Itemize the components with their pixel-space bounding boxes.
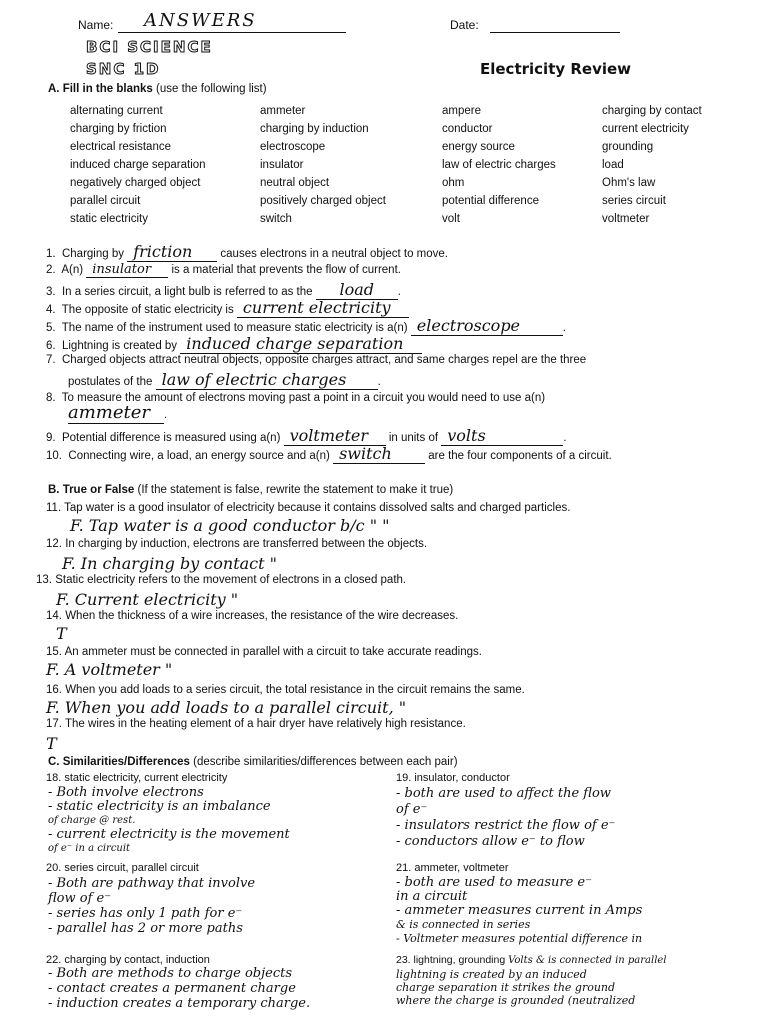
q-text: . bbox=[164, 409, 168, 421]
answer-field[interactable]: law of electric charges bbox=[156, 370, 378, 390]
q-text: . bbox=[377, 376, 381, 388]
word-bank-item: neutral object bbox=[260, 177, 330, 189]
date-field[interactable] bbox=[490, 22, 620, 33]
word-bank-item: switch bbox=[260, 213, 292, 225]
q-text: Static electricity refers to the movement of electrons in a closed path. bbox=[55, 574, 407, 586]
name-field[interactable] bbox=[118, 10, 346, 33]
word-bank-item: ampere bbox=[442, 105, 481, 117]
answer-field[interactable]: induced charge separation bbox=[180, 334, 422, 354]
tf-item-13 bbox=[36, 574, 406, 586]
q21-label: 21. ammeter, voltmeter bbox=[396, 862, 509, 874]
answer-field[interactable]: load bbox=[316, 280, 398, 300]
page-title: Electricity Review bbox=[480, 60, 632, 78]
section-b-heading bbox=[48, 484, 453, 496]
q-num: 7. bbox=[46, 354, 56, 366]
q-text: When you add loads to a series circuit, the total resistance in the circuit remains the same. bbox=[65, 684, 525, 696]
word-bank-item: electroscope bbox=[260, 141, 326, 153]
tf-item-11 bbox=[46, 502, 570, 514]
tf-answer-13[interactable]: F. Current electricity " bbox=[56, 590, 239, 609]
answer-field[interactable]: voltmeter bbox=[284, 426, 386, 446]
tf-answer-17[interactable]: T bbox=[46, 734, 57, 753]
tf-item-15 bbox=[46, 646, 482, 658]
word-bank-item: energy source bbox=[442, 141, 515, 153]
q-num: 12. bbox=[46, 538, 62, 550]
answer-field[interactable]: friction bbox=[127, 242, 217, 262]
section-a-heading bbox=[48, 83, 267, 95]
word-bank-item: charging by induction bbox=[260, 123, 369, 135]
word-bank-item: grounding bbox=[602, 141, 654, 153]
tf-item-16 bbox=[46, 684, 525, 696]
tf-answer-11[interactable]: F. Tap water is a good conductor b/c " " bbox=[70, 516, 390, 535]
q23-answer[interactable] bbox=[396, 968, 635, 1007]
course-line2: SNC 1D bbox=[86, 60, 161, 78]
answer-line: - both are used to measure e⁻ bbox=[396, 875, 592, 890]
q-text: Potential difference is measured using a(n) bbox=[61, 432, 281, 444]
answer-line: - conductors allow e⁻ to flow bbox=[396, 834, 585, 849]
q-num: 3. bbox=[46, 286, 56, 298]
answer-line: flow of e⁻ bbox=[48, 891, 112, 906]
word-bank-item: law of electric charges bbox=[442, 159, 556, 171]
section-b-title: B. True or False bbox=[48, 484, 135, 496]
answer-field[interactable]: insulator bbox=[86, 262, 168, 278]
q-text: Tap water is a good insulator of electricity because it contains dissolved salts and charged particles. bbox=[64, 502, 571, 514]
section-c-title: C. Similarities/Differences bbox=[48, 756, 190, 768]
q-num: 9. bbox=[46, 432, 56, 444]
q-num: 2. bbox=[46, 264, 56, 276]
answer-line: of e⁻ in a circuit bbox=[48, 843, 131, 854]
course-line1: BCI SCIENCE bbox=[86, 38, 213, 56]
word-bank-item: electrical resistance bbox=[70, 141, 171, 153]
word-bank-item: potential difference bbox=[442, 195, 539, 207]
question-7 bbox=[46, 354, 586, 366]
word-bank-item: negatively charged object bbox=[70, 177, 201, 189]
q-text: Charging by bbox=[61, 248, 124, 260]
answer-line: Volts & is connected in parallel bbox=[508, 955, 667, 966]
q22-label: 22. charging by contact, induction bbox=[46, 954, 210, 966]
q-text: To measure the amount of electrons moving past a point in a circuit you would need to use a(n) bbox=[61, 392, 546, 404]
answer-field[interactable]: electroscope bbox=[411, 316, 563, 336]
answer-field[interactable]: switch bbox=[333, 444, 425, 464]
answer-line: - parallel has 2 or more paths bbox=[48, 921, 243, 936]
q-text: causes electrons in a neutral object to move. bbox=[220, 248, 448, 260]
word-bank-item: load bbox=[602, 159, 624, 171]
question-10 bbox=[46, 444, 612, 464]
answer-line: in a circuit bbox=[396, 889, 468, 904]
q18-answer[interactable] bbox=[48, 786, 290, 856]
question-8-line2 bbox=[68, 402, 167, 424]
q20-answer[interactable] bbox=[48, 876, 255, 936]
section-a-note: (use the following list) bbox=[156, 83, 267, 95]
date-label: Date: bbox=[450, 18, 479, 32]
answer-line: - Both are pathway that involve bbox=[48, 876, 256, 891]
q-num: 11. bbox=[46, 502, 62, 514]
q-text: Lightning is created by bbox=[61, 340, 178, 352]
name-value: ANSWERS bbox=[144, 10, 257, 31]
q23-label-text: 23. lightning, grounding bbox=[396, 954, 506, 966]
q20-label: 20. series circuit, parallel circuit bbox=[46, 862, 199, 874]
q-text: . bbox=[397, 286, 401, 298]
word-bank-item: insulator bbox=[260, 159, 304, 171]
section-b-note: (If the statement is false, rewrite the statement to make it true) bbox=[137, 484, 454, 496]
word-bank-item: current electricity bbox=[602, 123, 689, 135]
q-text: postulates of the bbox=[68, 376, 153, 388]
answer-line: - Both are methods to charge objects bbox=[48, 966, 292, 981]
q-num: 5. bbox=[46, 322, 56, 334]
question-3 bbox=[46, 280, 401, 300]
answer-field[interactable]: current electricity bbox=[237, 298, 409, 318]
answer-line: - both are used to affect the flow bbox=[396, 786, 611, 801]
q-text: The opposite of static electricity is bbox=[61, 304, 234, 316]
q-num: 6. bbox=[46, 340, 56, 352]
q18-label: 18. static electricity, current electricity bbox=[46, 772, 228, 784]
word-bank-item: Ohm's law bbox=[602, 177, 656, 189]
q-text: in units of bbox=[388, 432, 439, 444]
word-bank-item: conductor bbox=[442, 123, 493, 135]
q-text: are the four components of a circuit. bbox=[428, 450, 612, 462]
word-bank-item: charging by contact bbox=[602, 105, 702, 117]
answer-line: charge separation it strikes the ground bbox=[396, 981, 616, 994]
word-bank-item: positively charged object bbox=[260, 195, 386, 207]
name-label: Name: bbox=[78, 18, 114, 32]
question-6 bbox=[46, 334, 422, 354]
q-num: 14. bbox=[46, 610, 62, 622]
tf-answer-15[interactable]: F. A voltmeter " bbox=[46, 660, 173, 679]
q-num: 16. bbox=[46, 684, 62, 696]
answer-line: - induction creates a temporary charge. bbox=[48, 996, 311, 1011]
word-bank-item: parallel circuit bbox=[70, 195, 141, 207]
answer-line: - series has only 1 path for e⁻ bbox=[48, 906, 243, 921]
q-text: In a series circuit, a light bulb is referred to as the bbox=[61, 286, 313, 298]
q-text: The wires in the heating element of a hair dryer have relatively high resistance. bbox=[65, 718, 466, 730]
q23-label bbox=[396, 954, 667, 966]
q-num: 8. bbox=[46, 392, 56, 404]
tf-item-17 bbox=[46, 718, 466, 730]
tf-item-14 bbox=[46, 610, 458, 622]
q-num: 10. bbox=[46, 450, 62, 462]
q-num: 17. bbox=[46, 718, 62, 730]
q-num: 15. bbox=[46, 646, 62, 658]
q-text: The name of the instrument used to measure static electricity is a(n) bbox=[61, 322, 408, 334]
answer-field[interactable]: volts bbox=[441, 426, 563, 446]
q-num: 4. bbox=[46, 304, 56, 316]
q-num: 1. bbox=[46, 248, 56, 260]
word-bank-item: volt bbox=[442, 213, 460, 225]
q-text: . bbox=[563, 432, 567, 444]
section-a-title: A. Fill in the blanks bbox=[48, 83, 153, 95]
question-1 bbox=[46, 242, 448, 262]
answer-line: - contact creates a permanent charge bbox=[48, 981, 296, 996]
q-num: 13. bbox=[36, 574, 52, 586]
q-text: A(n) bbox=[61, 264, 84, 276]
question-5 bbox=[46, 316, 566, 336]
tf-answer-12[interactable]: F. In charging by contact " bbox=[62, 554, 278, 573]
answer-line: of charge @ rest. bbox=[48, 815, 136, 826]
q22-answer[interactable] bbox=[48, 966, 310, 1011]
q-text: . bbox=[562, 322, 566, 334]
word-bank-item: induced charge separation bbox=[70, 159, 206, 171]
word-bank-item: ammeter bbox=[260, 105, 306, 117]
answer-line: lightning is created by an induced bbox=[396, 968, 587, 981]
q-text: An ammeter must be connected in parallel with a circuit to take accurate readings. bbox=[64, 646, 482, 658]
q19-answer[interactable] bbox=[396, 786, 615, 850]
word-bank-item: charging by friction bbox=[70, 123, 167, 135]
word-bank-item: static electricity bbox=[70, 213, 148, 225]
answer-line: - static electricity is an imbalance bbox=[48, 799, 271, 814]
word-bank-item: series circuit bbox=[602, 195, 666, 207]
tf-answer-16[interactable]: F. When you add loads to a parallel circuit, " bbox=[46, 698, 407, 717]
answer-line: - Both involve electrons bbox=[48, 785, 204, 800]
question-4 bbox=[46, 298, 409, 318]
answer-line: of e⁻ bbox=[396, 802, 428, 817]
question-7-line2 bbox=[68, 370, 381, 390]
question-2 bbox=[46, 262, 401, 278]
answer-line: - current electricity is the movement bbox=[48, 827, 290, 842]
q-text: is a material that prevents the flow of current. bbox=[171, 264, 401, 276]
answer-line: & is connected in series bbox=[396, 918, 531, 931]
word-bank bbox=[70, 102, 730, 228]
answer-line: where the charge is grounded (neutralized bbox=[396, 994, 636, 1007]
tf-item-12 bbox=[46, 538, 427, 550]
answer-field[interactable]: ammeter bbox=[68, 402, 164, 424]
word-bank-item: voltmeter bbox=[602, 213, 650, 225]
section-c-note: (describe similarities/differences between each pair) bbox=[193, 756, 458, 768]
section-c-heading bbox=[48, 756, 458, 768]
q-text: In charging by induction, electrons are transferred between the objects. bbox=[65, 538, 428, 550]
tf-answer-14[interactable]: T bbox=[56, 624, 67, 643]
word-bank-item: alternating current bbox=[70, 105, 163, 117]
q-text: Connecting wire, a load, an energy source and a(n) bbox=[68, 450, 330, 462]
question-9 bbox=[46, 426, 566, 446]
answer-line: - ammeter measures current in Amps bbox=[396, 903, 643, 918]
q21-answer[interactable] bbox=[396, 876, 642, 946]
q-text: When the thickness of a wire increases, the resistance of the wire decreases. bbox=[65, 610, 459, 622]
q19-label: 19. insulator, conductor bbox=[396, 772, 510, 784]
answer-line: - Voltmeter measures potential difference in bbox=[396, 932, 643, 945]
q-text: Charged objects attract neutral objects, opposite charges attract, and same charges repel are the three bbox=[61, 354, 587, 366]
word-bank-item: ohm bbox=[442, 177, 465, 189]
answer-line: - insulators restrict the flow of e⁻ bbox=[396, 818, 616, 833]
